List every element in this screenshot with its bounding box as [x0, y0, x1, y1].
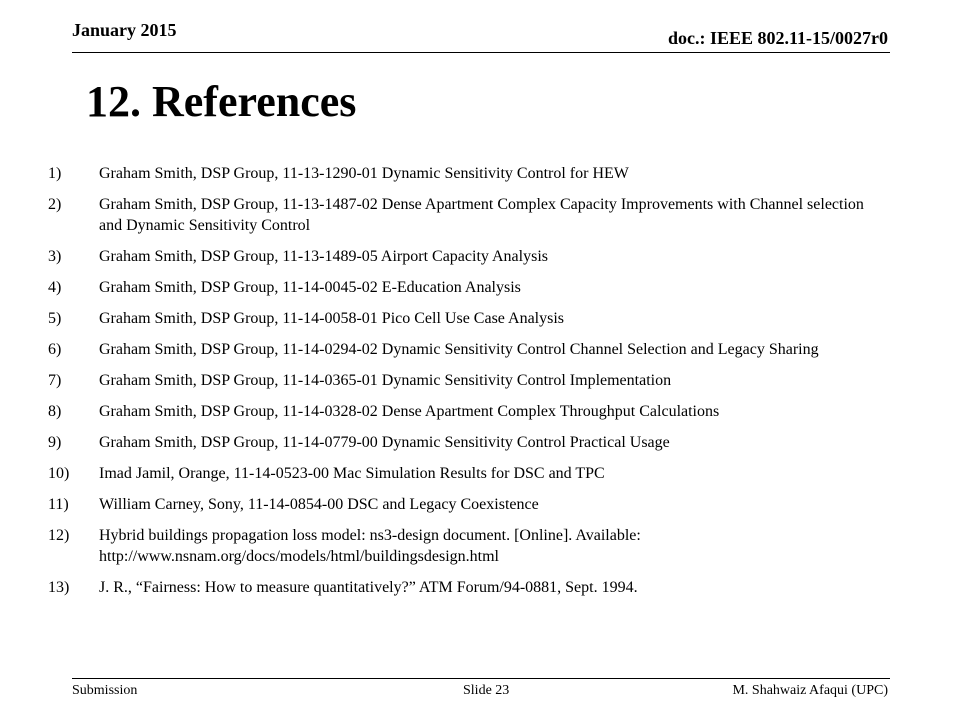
reference-item [48, 494, 890, 515]
reference-number: 2) [48, 196, 62, 213]
reference-item [48, 432, 890, 453]
reference-text: Hybrid buildings propagation loss model: ns3-design document. [Online]. Available: http://www.nsnam.org/docs/models/html/buildingsdesign.html [99, 527, 641, 565]
reference-text: Graham Smith, DSP Group, 11-14-0294-02 Dynamic Sensitivity Control Channel Selection and Legacy Sharing [99, 341, 819, 358]
reference-number: 3) [48, 248, 62, 265]
header-date: January 2015 [72, 20, 177, 40]
reference-number: 4) [48, 279, 62, 296]
footer-author: M. Shahwaiz Afaqui (UPC) [732, 683, 888, 698]
header-doc-id: doc.: IEEE 802.11-15/0027r0 [667, 28, 888, 48]
reference-item [48, 277, 890, 298]
reference-text: Graham Smith, DSP Group, 11-14-0045-02 E-Education Analysis [99, 279, 521, 296]
reference-text: Graham Smith, DSP Group, 11-13-1487-02 Dense Apartment Complex Capacity Improvements with Channel selection and Dynamic Sensitivity Control [99, 196, 864, 234]
reference-text: Graham Smith, DSP Group, 11-14-0365-01 Dynamic Sensitivity Control Implementation [99, 372, 672, 389]
reference-text: William Carney, Sony, 11-14-0854-00 DSC and Legacy Coexistence [99, 496, 539, 513]
header-divider [72, 52, 890, 53]
reference-number: 1) [48, 165, 62, 182]
reference-number: 9) [48, 434, 62, 451]
reference-list [48, 163, 890, 608]
reference-item [48, 194, 890, 236]
reference-text: Graham Smith, DSP Group, 11-14-0328-02 Dense Apartment Complex Throughput Calculations [99, 403, 720, 420]
reference-item [48, 525, 890, 567]
reference-number: 8) [48, 403, 62, 420]
reference-item [48, 401, 890, 422]
reference-number: 6) [48, 341, 62, 358]
footer-divider [72, 678, 890, 679]
reference-item [48, 163, 890, 184]
reference-number: 11) [48, 496, 69, 513]
reference-number: 7) [48, 372, 62, 389]
reference-item [48, 370, 890, 391]
reference-text: Graham Smith, DSP Group, 11-14-0058-01 Pico Cell Use Case Analysis [99, 310, 565, 327]
reference-item [48, 339, 890, 360]
reference-number: 5) [48, 310, 62, 327]
reference-text: Graham Smith, DSP Group, 11-14-0779-00 Dynamic Sensitivity Control Practical Usage [99, 434, 670, 451]
reference-number: 10) [48, 465, 70, 482]
reference-text: Graham Smith, DSP Group, 11-13-1290-01 Dynamic Sensitivity Control for HEW [99, 165, 629, 182]
reference-number: 13) [48, 579, 70, 596]
reference-text: Imad Jamil, Orange, 11-14-0523-00 Mac Simulation Results for DSC and TPC [99, 465, 605, 482]
footer-submission: Submission [72, 683, 138, 698]
reference-item [48, 246, 890, 267]
reference-item [48, 577, 890, 598]
reference-text: Graham Smith, DSP Group, 11-13-1489-05 Airport Capacity Analysis [99, 248, 548, 265]
footer-slide-number: Slide 23 [463, 683, 510, 698]
reference-number: 12) [48, 527, 70, 544]
reference-item [48, 463, 890, 484]
slide-title: 12. References [86, 77, 357, 126]
reference-text: J. R., “Fairness: How to measure quantitatively?” ATM Forum/94-0881, Sept. 1994. [99, 579, 638, 596]
reference-item [48, 308, 890, 329]
